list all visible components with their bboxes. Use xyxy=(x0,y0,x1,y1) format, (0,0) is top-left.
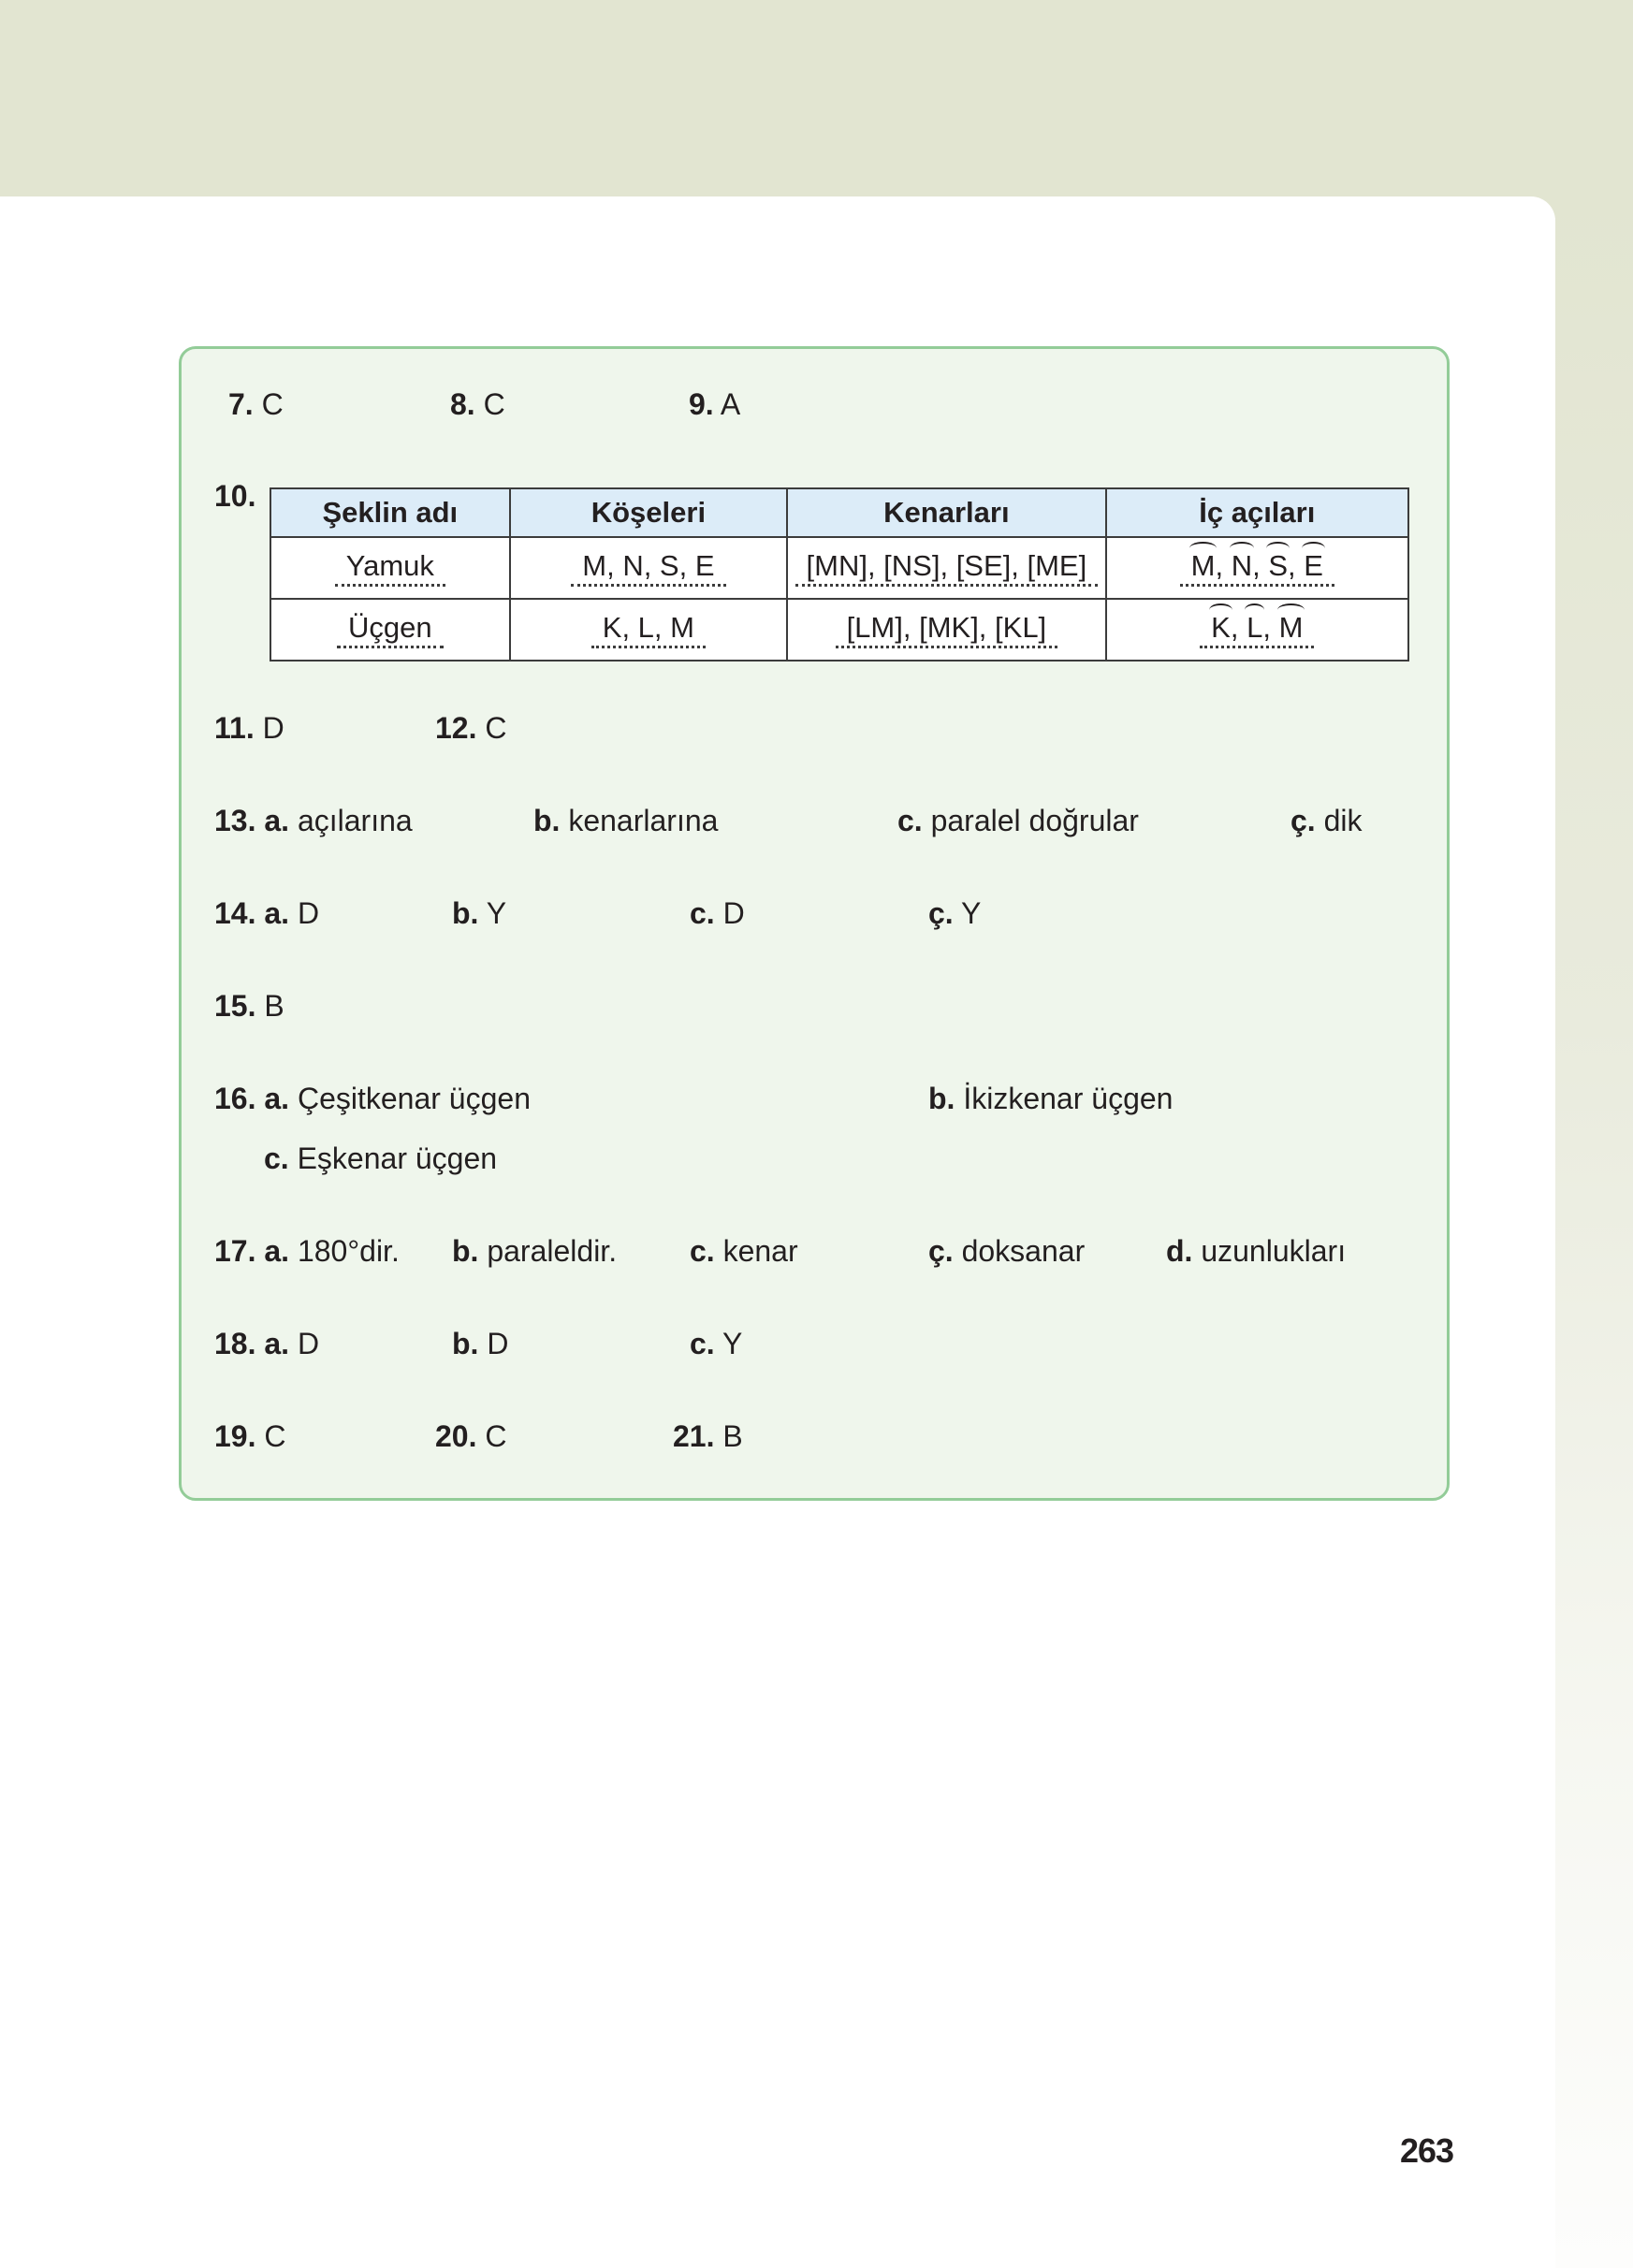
table-header-row xyxy=(270,488,1408,537)
cell-angles xyxy=(1106,537,1408,599)
answer-key-box xyxy=(179,346,1450,1501)
answer-13cc: ç. dik xyxy=(1290,804,1363,837)
answer-20: 20. C xyxy=(435,1419,507,1453)
answer-18b: b. D xyxy=(452,1327,509,1360)
answer-11: 11. D xyxy=(214,711,284,745)
angle-symbol: S xyxy=(1268,549,1289,582)
cell-edges xyxy=(787,537,1105,599)
answer-17c: c. kenar xyxy=(690,1234,798,1268)
answer-14a: 14. a. D xyxy=(214,896,320,930)
answer-13a: 13. a. açılarına xyxy=(214,804,413,837)
shape-name: Üçgen xyxy=(337,612,444,648)
angle-symbol: N xyxy=(1231,549,1253,582)
table-row xyxy=(270,599,1408,661)
vertices: K, L, M xyxy=(591,612,706,648)
cell-vertices xyxy=(510,537,788,599)
cell-vertices xyxy=(510,599,788,661)
answer-17b: b. paraleldir. xyxy=(452,1234,618,1268)
edges: [MN], [NS], [SE], [ME] xyxy=(795,550,1099,587)
header-shape-name: Şeklin adı xyxy=(270,488,510,537)
cell-edges xyxy=(787,599,1105,661)
answer-18c: c. Y xyxy=(690,1327,743,1360)
answer-7: 7. C xyxy=(228,387,284,421)
angles: K, L, M xyxy=(1200,612,1314,648)
answer-21: 21. B xyxy=(673,1419,743,1453)
cell-shape-name xyxy=(270,537,510,599)
angle-symbol: L xyxy=(1247,611,1263,644)
answer-13b: b. kenarlarına xyxy=(533,804,719,837)
answer-13c: c. paralel doğrular xyxy=(897,804,1139,837)
answer-16c: c. Eşkenar üçgen xyxy=(264,1141,498,1175)
answer-16a: 16. a. Çeşitkenar üçgen xyxy=(214,1082,531,1115)
angle-symbol: K xyxy=(1211,611,1231,644)
answer-15: 15. B xyxy=(214,989,284,1023)
shape-table xyxy=(270,487,1409,662)
page-edge-strip xyxy=(1555,198,1633,2268)
edges: [LM], [MK], [KL] xyxy=(836,612,1058,648)
answer-17cc: ç. doksanar xyxy=(928,1234,1086,1268)
answer-17a: 17. a. 180°dir. xyxy=(214,1234,400,1268)
question-10-number: 10. xyxy=(214,479,256,513)
answer-18a: 18. a. D xyxy=(214,1327,320,1360)
answer-14cc: ç. Y xyxy=(928,896,982,930)
answer-8: 8. C xyxy=(450,387,505,421)
header-vertices: Köşeleri xyxy=(510,488,788,537)
answer-19: 19. C xyxy=(214,1419,286,1453)
answer-14b: b. Y xyxy=(452,896,507,930)
shape-name: Yamuk xyxy=(335,550,445,587)
cell-angles xyxy=(1106,599,1408,661)
angle-symbol: E xyxy=(1304,549,1323,582)
answer-9: 9. A xyxy=(689,387,741,421)
header-edges: Kenarları xyxy=(787,488,1105,537)
angle-symbol: M xyxy=(1278,611,1304,644)
vertices: M, N, S, E xyxy=(571,550,725,587)
answer-17d: d. uzunlukları xyxy=(1166,1234,1347,1268)
page-number: 263 xyxy=(1400,2131,1454,2170)
header-angles: İç açıları xyxy=(1106,488,1408,537)
angles: M, N, S, E xyxy=(1180,550,1334,587)
table-row xyxy=(270,537,1408,599)
cell-shape-name xyxy=(270,599,510,661)
answer-12: 12. C xyxy=(435,711,507,745)
answer-14c: c. D xyxy=(690,896,745,930)
angle-symbol: M xyxy=(1190,549,1216,582)
answer-16b: b. İkizkenar üçgen xyxy=(928,1082,1174,1115)
